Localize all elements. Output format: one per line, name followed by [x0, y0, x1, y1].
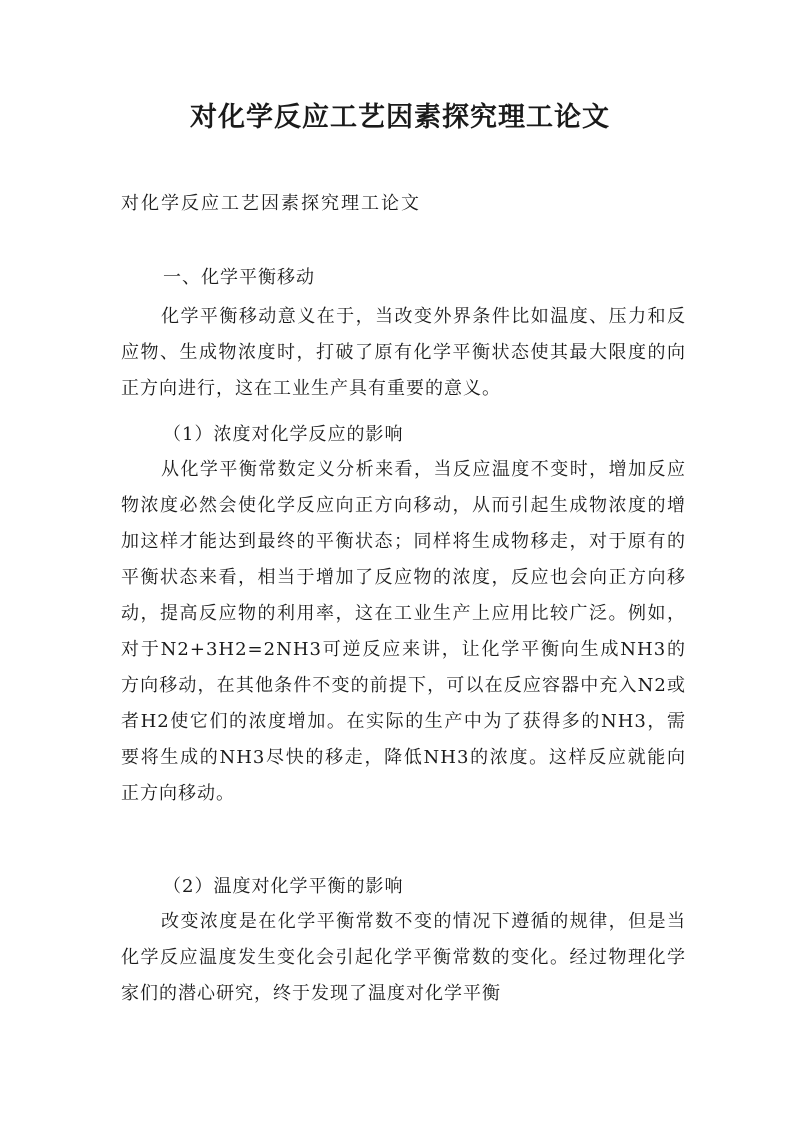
section-heading-chemical-equilibrium: 一、化学平衡移动 — [163, 267, 315, 288]
section-paragraph-equilibrium: 化学平衡移动意义在于，当改变外界条件比如温度、压力和反应物、生成物浓度时，打破了原有化学平衡状态使其最大限度的向正方向进行，这在工业生产具有重要的意义。 — [121, 306, 686, 399]
document-title: 对化学反应工艺因素探究理工论文 — [190, 102, 610, 133]
subsection-heading-concentration: （1）浓度对化学反应的影响 — [163, 424, 404, 445]
subsection-paragraph-concentration: 从化学平衡常数定义分析来看，当反应温度不变时，增加反应物浓度必然会使化学反应向正方向移动，从而引起生成物浓度的增加这样才能达到最终的平衡状态；同样将生成物移走，对于原有的平衡状态来看，相当于增加了反应物的浓度，反应也会向正方向移动，提高反应物的利用率，这在工业生产上应用比较广泛。例如，对于N2+3H2=2NH3可逆反应来讲，让化学平衡向生成NH3的方向移动，在其他条件不变的前提下，可以在反应容器中充入N2或者H2使它们的浓度增加。在实际的生产中为了获得多的NH3，需要将生成的NH3尽快的移走，降低NH3的浓度。这样反应就能向正方向移动。 — [121, 459, 686, 804]
subsection-heading-temperature: （2）温度对化学平衡的影响 — [163, 876, 404, 897]
document-subtitle: 对化学反应工艺因素探究理工论文 — [121, 193, 421, 214]
subsection-paragraph-temperature: 改变浓度是在化学平衡常数不变的情况下遵循的规律，但是当化学反应温度发生变化会引起化学平衡常数的变化。经过物理化学家们的潜心研究，终于发现了温度对化学平衡 — [121, 911, 686, 1004]
